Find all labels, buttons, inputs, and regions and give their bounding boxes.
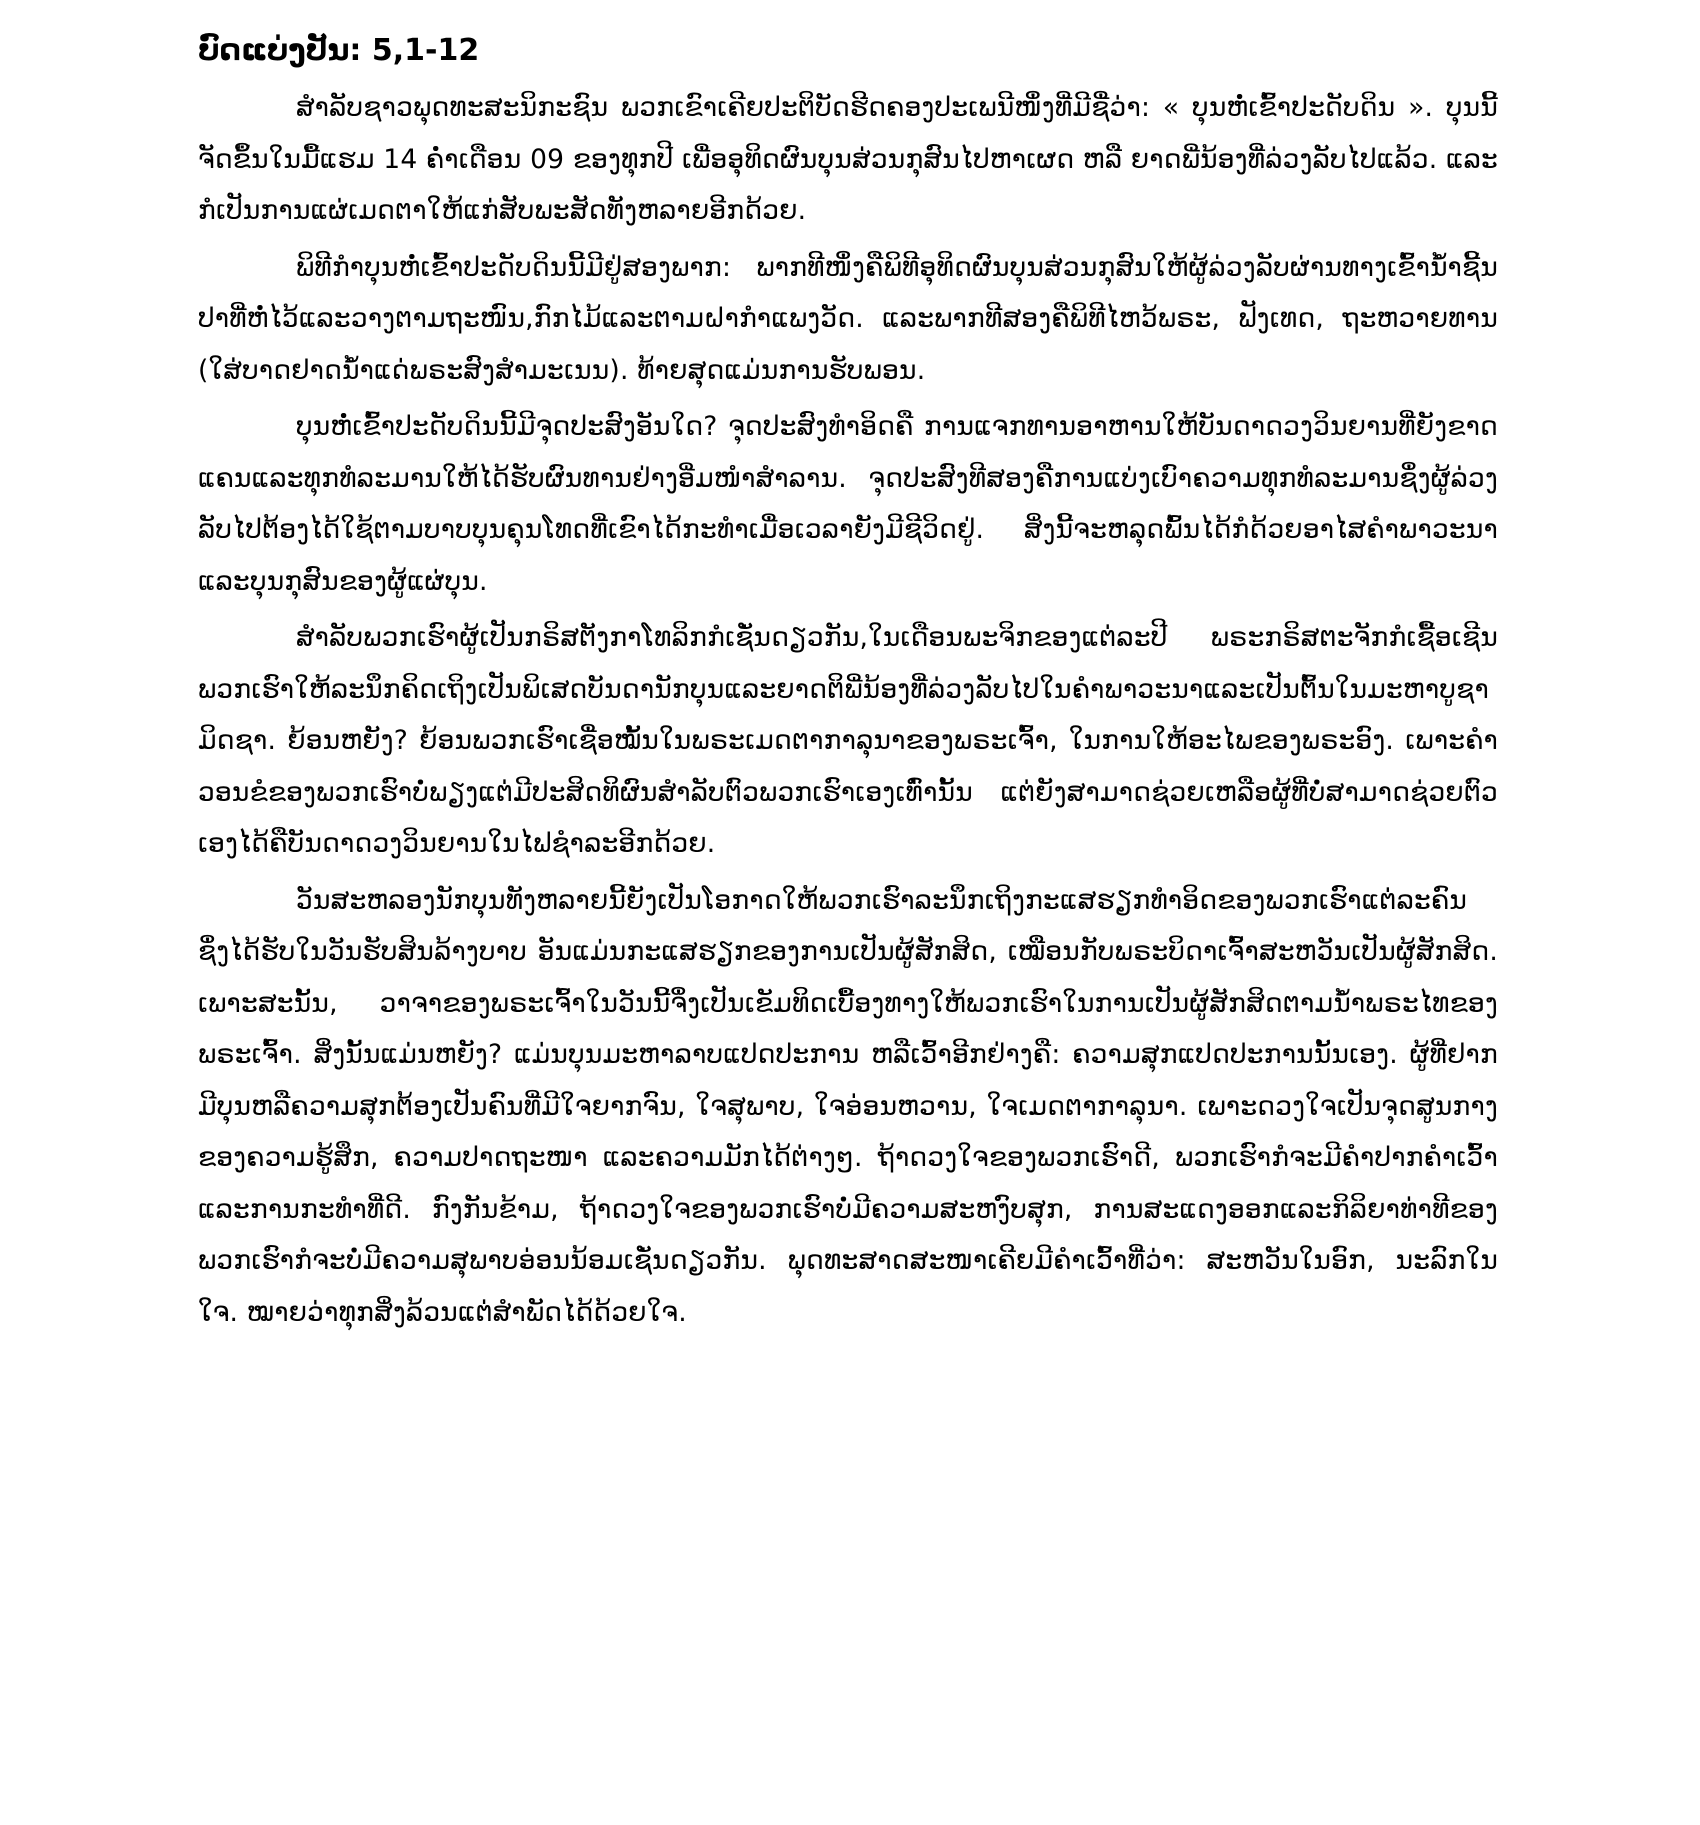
document-heading: ບົດແບ່ງປັນ: 5,1-12 xyxy=(198,33,480,68)
paragraph-5: ວັນສະຫລອງນັກບຸນທັງຫລາຍນີ້ຍັງເປັນໂອກາດໃຫ້ພວກເຮົາລະນຶກເຖິງກະແສຮຽກທຳອິດຂອງພວກເຮົາແຕ່ລະຄົນຊຶ່ງໄດ້ຮັບໃນວັນຮັບສິນລ້າງບາບ ອັນແມ່ນກະແສຮຽກຂອງການເປັນຜູ້ສັກສິດ, ເໝືອນກັບພຣະບິດາເຈົ້າສະຫວັນເປັນຜູ້ສັກສິດ. ເພາະສະນັ້ນ, ວາຈາຂອງພຣະເຈົ້າໃນວັນນີ້ຈຶ່ງເປັນເຂັມທິດເບື້ອງທາງໃຫ້ພວກເຮົາໃນການເປັນຜູ້ສັກສິດຕາມນ້ຳພຣະໄທຂອງພຣະເຈົ້າ. ສິ່ງນັ້ນແມ່ນຫຍັງ? ແມ່ນບຸນມະຫາລາບແປດປະການ ຫລືເວົ້າອີກຢ່າງຄື: ຄວາມສຸກແປດປະການນັ້ນເອງ. ຜູ້ທີ່ຢາກມີບຸນຫລືຄວາມສຸກຕ້ອງເປັນຄົນທີ່ມີໃຈຍາກຈົນ, ໃຈສຸພາບ, ໃຈອ່ອນຫວານ, ໃຈເມດຕາກາລຸນາ. ເພາະດວງໃຈເປັນຈຸດສູນກາງຂອງຄວາມຮູ້ສຶກ, ຄວາມປາດຖະໜາ ແລະຄວາມມັກໄດ້ຕ່າງໆ. ຖ້າດວງໃຈຂອງພວກເຮົາດີ, ພວກເຮົາກໍຈະມີຄຳປາກຄຳເວົ້າແລະການກະທຳທີ່ດີ. ກົງກັນຂ້າມ, ຖ້າດວງໃຈຂອງພວກເຮົາບໍ່ມີຄວາມສະຫງົບສຸກ, ການສະແດງອອກແລະກິລິຍາທ່າທີຂອງພວກເຮົາກໍຈະບໍ່ມີຄວາມສຸພາບອ່ອນນ້ອມເຊັ່ນດຽວກັນ. ພຸດທະສາດສະໜາເຄີຍມີຄຳເວົ້າທີ່ວ່າ: ສະຫວັນໃນອົກ, ນະລົກໃນໃຈ. ໝາຍວ່າທຸກສິ່ງລ້ວນແຕ່ສຳພັດໄດ້ດ້ວຍໃຈ. xyxy=(198,884,1498,1328)
paragraph-3: ບຸນຫໍ່ເຂົ້າປະດັບດິນນີ້ມີຈຸດປະສົງອັນໃດ? ຈຸດປະສົງທຳອິດຄື ການແຈກທານອາຫານໃຫ້ບັນດາດວງວິນຍານທີ່ຍັງຂາດແຄນແລະທຸກທໍລະມານໃຫ້ໄດ້ຮັບຜົນທານຢ່າງອີ່ມໜຳສຳລານ. ຈຸດປະສົງທີສອງຄືການແບ່ງເບົາຄວາມທຸກທໍລະມານຊຶ່ງຜູ້ລ່ວງລັບໄປຕ້ອງໄດ້ໃຊ້ຕາມບາບບຸນຄຸນໂທດທີ່ເຂົາໄດ້ກະທຳເມື່ອເວລາຍັງມີຊີວິດຢູ່. ສິ່ງນີ້ຈະຫລຸດພົ້ນໄດ້ກໍດ້ວຍອາໄສຄຳພາວະນາແລະບຸນກຸສົນຂອງຜູ້ແຜ່ບຸນ. xyxy=(198,411,1498,597)
paragraph-4: ສຳລັບພວກເຮົາຜູ້ເປັນກຣິສຕັງກາໂທລິກກໍເຊັ່ນດຽວກັນ,ໃນເດືອນພະຈິກຂອງແຕ່ລະປີ ພຣະກຣິສຕະຈັກກໍເຊື້ອເຊີນພວກເຮົາໃຫ້ລະນຶກຄິດເຖິງເປັນພິເສດບັນດານັກບຸນແລະຍາດຕິພີ່ນ້ອງທີ່ລ່ວງລັບໄປໃນຄຳພາວະນາແລະເປັນຕົ້ນໃນມະຫາບູຊາມິດຊາ. ຍ້ອນຫຍັງ? ຍ້ອນພວກເຮົາເຊື່ອໝັ້ນໃນພຣະເມດຕາກາລຸນາຂອງພຣະເຈົ້າ, ໃນການໃຫ້ອະໄພຂອງພຣະອົງ. ເພາະຄຳວອນຂໍຂອງພວກເຮົາບໍ່ພຽງແຕ່ມີປະສິດທິຜົນສຳລັບຕົວພວກເຮົາເອງເທົ່ານັ້ນ ແຕ່ຍັງສາມາດຊ່ວຍເຫລືອຜູ້ທີ່ບໍ່ສາມາດຊ່ວຍຕົວເອງໄດ້ຄືບັນດາດວງວິນຍານໃນໄຟຊຳລະອີກດ້ວຍ. xyxy=(198,622,1498,859)
paragraph-2: ພິທີກຳບຸນຫໍ່ເຂົ້າປະດັບດິນນີ້ມີຢູ່ສອງພາກ: ພາກທີໜຶ່ງຄືພິທີອຸທິດຜົນບຸນສ່ວນກຸສົນໃຫ້ຜູ້ລ່ວງລັບຜ່ານທາງເຂົ້ານ້ຳຊີ້ນປາທີ່ຫໍ່ໄວ້ແລະວາງຕາມຖະໜົນ,ກົກໄມ້ແລະຕາມຝາກຳແພງວັດ. ແລະພາກທີສອງຄືພິທີໄຫວ້ພຣະ, ຟັງເທດ, ຖະຫວາຍທານ (ໃສ່ບາດຢາດນ້ຳແດ່ພຣະສົງສຳມະເນນ). ທ້າຍສຸດແມ່ນການຮັບພອນ. xyxy=(198,251,1498,386)
paragraph-1: ສຳລັບຊາວພຸດທະສະນິກະຊົນ ພວກເຂົາເຄີຍປະຕິບັດຮີດຄອງປະເພນີໜຶ່ງທີ່ມີຊື່ວ່າ: « ບຸນຫໍ່ເຂົ້າປະດັບດິນ ». ບຸນນີ້ຈັດຂຶ້ນໃນມື້ແຮມ 14 ຄ່ຳເດືອນ 09 ຂອງທຸກປີ ເພື່ອອຸທິດຜົນບຸນສ່ວນກຸສົນໄປຫາເຜດ ຫລື ຍາດພີ່ນ້ອງທີ່ລ່ວງລັບໄປແລ້ວ. ແລະກໍເປັນການແຜ່ເມດຕາໃຫ້ແກ່ສັບພະສັດທັງຫລາຍອີກດ້ວຍ. xyxy=(198,92,1498,226)
document-page xyxy=(198,22,1498,1343)
